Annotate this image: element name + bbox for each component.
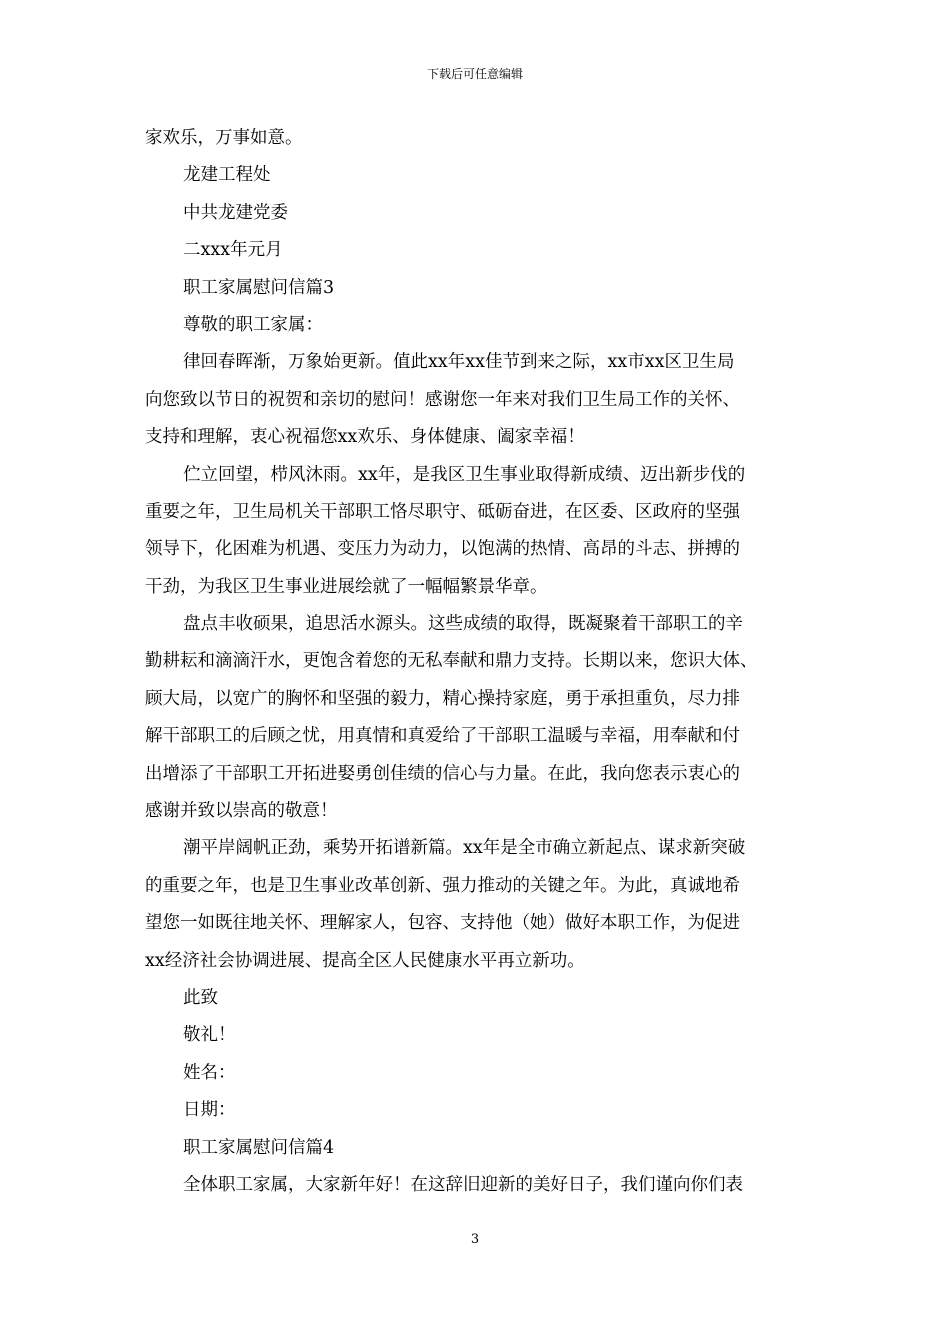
text-line: 伫立回望，栉风沐雨。xx年，是我区卫生事业取得新成绩、迈出新步伐的	[183, 464, 746, 485]
text-line: 潮平岸阔帆正劲，乘势开拓谱新篇。xx年是全市确立新起点、谋求新突破	[183, 838, 746, 859]
text-line: 重要之年，卫生局机关干部职工恪尽职守、砥砺奋进，在区委、区政府的坚强	[145, 501, 740, 522]
text-line: 日期：	[183, 1100, 236, 1121]
text-line: 此致	[183, 987, 218, 1008]
text-line: 向您致以节日的祝贺和亲切的慰问！感谢您一年来对我们卫生局工作的关怀、	[145, 389, 740, 410]
text-line: 职工家属慰问信篇4	[183, 1137, 335, 1158]
text-line: 望您一如既往地关怀、理解家人，包容、支持他（她）做好本职工作，为促进	[145, 913, 740, 934]
text-line: 敬礼！	[183, 1025, 236, 1046]
text-line: 的重要之年，也是卫生事业改革创新、强力推动的关键之年。为此，真诚地希	[145, 875, 740, 896]
text-line: 二xxx年元月	[183, 240, 283, 261]
page-header: 下载后可任意编辑	[426, 67, 523, 81]
text-line: 领导下，化困难为机遇、变压力为动力，以饱满的热情、高昂的斗志、拼搏的	[145, 539, 740, 560]
text-line: 解干部职工的后顾之忧，用真情和真爱给了干部职工温暖与幸福，用奉献和付	[145, 726, 740, 747]
text-line: 支持和理解，衷心祝福您xx欢乐、身体健康、阖家幸福！	[145, 427, 585, 448]
text-line: 家欢乐，万事如意。	[145, 128, 303, 148]
text-line: 律回春晖渐，万象始更新。值此xx年xx佳节到来之际，xx市xx区卫生局	[183, 352, 735, 373]
text-line: 感谢并致以崇高的敬意！	[145, 801, 338, 822]
text-line: 姓名：	[183, 1062, 236, 1083]
text-line: 勤耕耘和滴滴汗水，更饱含着您的无私奉献和鼎力支持。长期以来，您识大体、	[145, 651, 758, 672]
page-number: 3	[470, 1232, 480, 1247]
text-line: 盘点丰收硕果，追思活水源头。这些成绩的取得，既凝聚着干部职工的辛	[183, 614, 743, 635]
text-line: 职工家属慰问信篇3	[183, 277, 335, 298]
text-line: 全体职工家属，大家新年好！在这辞旧迎新的美好日子，我们谨向你们表	[183, 1174, 743, 1195]
document-body	[145, 120, 813, 1204]
text-line: 龙建工程处	[183, 165, 271, 186]
text-line: 中共龙建党委	[183, 202, 288, 223]
text-line: 干劲，为我区卫生事业进展绘就了一幅幅繁景华章。	[145, 576, 548, 597]
text-line: 顾大局，以宽广的胸怀和坚强的毅力，精心操持家庭，勇于承担重负，尽力排	[145, 688, 740, 709]
text-line: xx经济社会协调进展、提高全区人民健康水平再立新功。	[145, 950, 585, 971]
text-line: 尊敬的职工家属：	[183, 314, 323, 335]
text-line: 出增添了干部职工开拓进娶勇创佳绩的信心与力量。在此，我向您表示衷心的	[145, 763, 740, 784]
